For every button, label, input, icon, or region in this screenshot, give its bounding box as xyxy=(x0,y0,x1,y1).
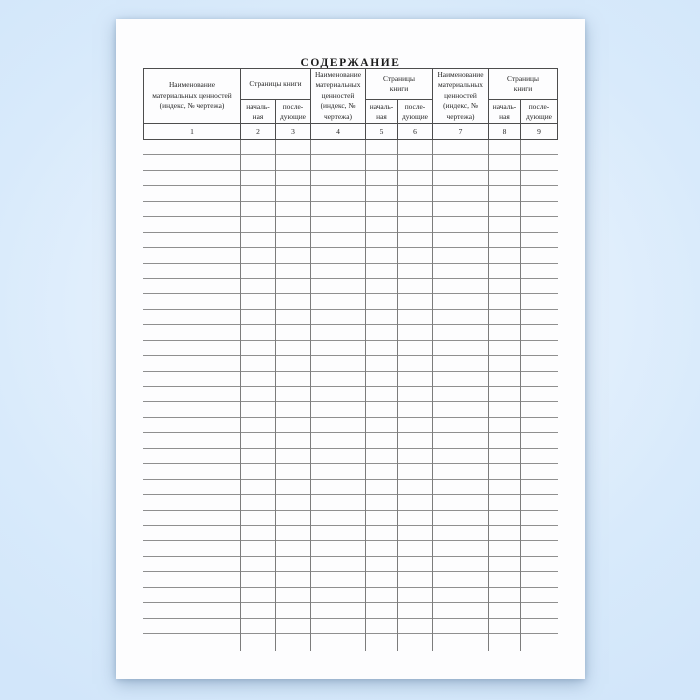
column-divider xyxy=(275,140,276,651)
table-row xyxy=(143,155,558,170)
table-row xyxy=(143,511,558,526)
column-number: 9 xyxy=(537,127,541,136)
header-pages-label-1: Страницы книги xyxy=(241,69,310,100)
table-row xyxy=(143,140,558,155)
table-row xyxy=(143,325,558,340)
header-sub-next-2: после-дующие xyxy=(402,102,428,121)
page-title: СОДЕРЖАНИЕ xyxy=(300,57,401,69)
table-row xyxy=(143,171,558,186)
table-row xyxy=(143,588,558,603)
table-row xyxy=(143,264,558,279)
header-pages-label-2: Страницы книги xyxy=(366,69,432,100)
header-pages-group-1 xyxy=(241,69,311,123)
column-number: 5 xyxy=(366,124,398,139)
table-row xyxy=(143,248,558,263)
header-name-col-3: Наименование материальных ценностей (индекс, № чертежа) xyxy=(433,69,489,123)
contents-table xyxy=(143,68,558,634)
column-number: 2 xyxy=(241,124,276,139)
table-body xyxy=(143,140,558,634)
column-divider xyxy=(240,140,241,651)
table-row xyxy=(143,202,558,217)
table-row xyxy=(143,449,558,464)
table-row xyxy=(143,186,558,201)
table-row xyxy=(143,217,558,232)
column-number: 4 xyxy=(311,124,366,139)
header-name-col-2: Наименование материальных ценностей (индекс, № чертежа) xyxy=(311,69,366,123)
column-divider xyxy=(488,140,489,651)
header-pages-label-3: Страницы книги xyxy=(489,69,557,100)
table-row xyxy=(143,526,558,541)
table-row xyxy=(143,418,558,433)
column-number: 3 xyxy=(276,124,311,139)
table-row xyxy=(143,279,558,294)
table-row xyxy=(143,341,558,356)
header-sub-first-1: началь-ная xyxy=(241,100,276,123)
table-row xyxy=(143,294,558,309)
header-sub-first-3: началь-ная xyxy=(489,100,521,123)
column-divider xyxy=(365,140,366,651)
table-row xyxy=(143,464,558,479)
column-number-row xyxy=(143,124,558,140)
header-pages-group-2 xyxy=(366,69,433,123)
column-number: 8 xyxy=(489,124,521,139)
column-divider xyxy=(520,140,521,651)
table-row xyxy=(143,572,558,587)
table-header xyxy=(143,68,558,124)
header-pages-group-3 xyxy=(489,69,557,123)
header-sub-next-1: после-дующие xyxy=(280,102,306,121)
column-number: 6 xyxy=(398,124,433,139)
column-number: 1 xyxy=(144,124,241,139)
table-row xyxy=(143,233,558,248)
column-divider xyxy=(432,140,433,651)
column-divider xyxy=(397,140,398,651)
table-row xyxy=(143,402,558,417)
table-row xyxy=(143,387,558,402)
table-row xyxy=(143,619,558,634)
column-number: 7 xyxy=(433,124,489,139)
document-page xyxy=(116,19,585,679)
table-row xyxy=(143,480,558,495)
table-row xyxy=(143,356,558,371)
header-name-col-1: Наименование материальных ценностей (индекс, № чертежа) xyxy=(144,69,241,123)
column-divider xyxy=(310,140,311,651)
table-row xyxy=(143,310,558,325)
table-row xyxy=(143,372,558,387)
table-row xyxy=(143,495,558,510)
header-sub-next-3: после-дующие xyxy=(526,102,552,121)
table-row xyxy=(143,603,558,618)
table-row xyxy=(143,557,558,572)
table-row xyxy=(143,433,558,448)
header-sub-first-2: началь-ная xyxy=(366,100,398,123)
table-row xyxy=(143,541,558,556)
